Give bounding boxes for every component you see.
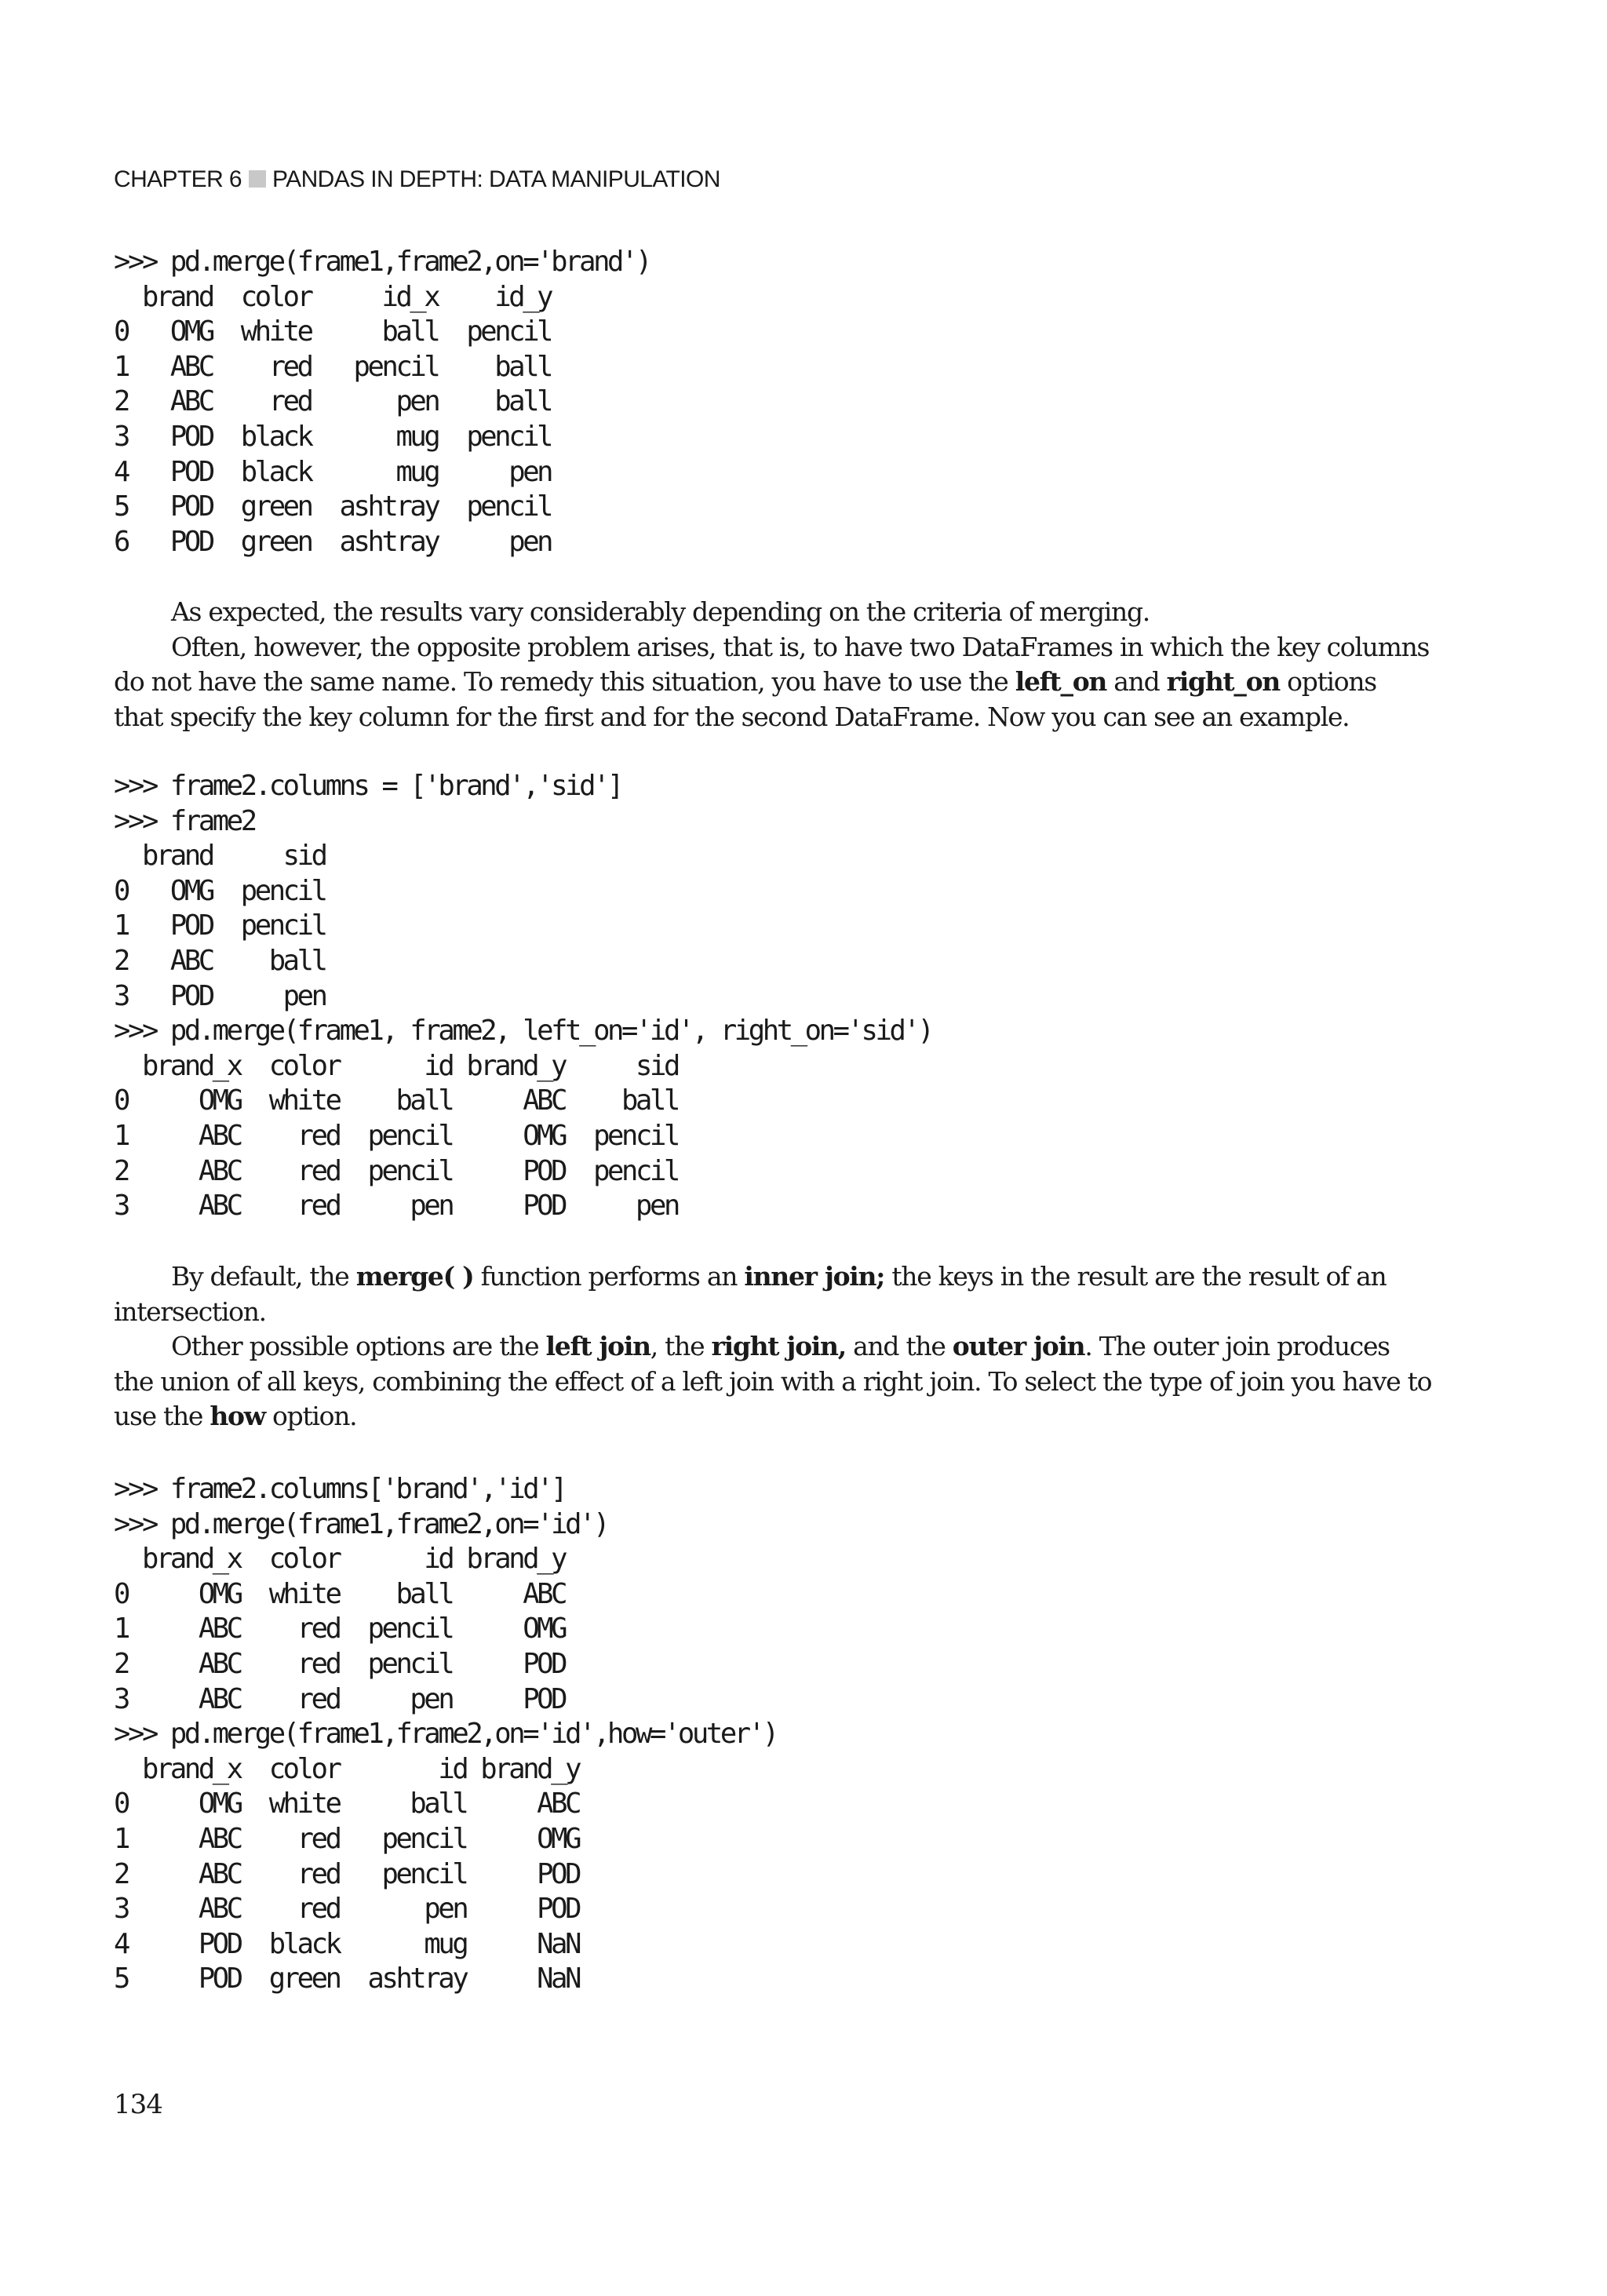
term-left-join: left join [545, 1331, 650, 1362]
term-left-on: left_on [1015, 666, 1107, 698]
code-line: 1 POD pencil [114, 909, 326, 942]
code-line: 3 POD black mug pencil [114, 420, 552, 453]
code-line: brand_x color id brand_y sid [114, 1049, 678, 1082]
code-line: 0 OMG white ball ABC [114, 1577, 566, 1610]
code-line: 3 ABC red pen POD [114, 1893, 580, 1926]
term-merge: merge( ) [355, 1261, 474, 1292]
code-line: 3 POD pen [114, 979, 326, 1012]
chapter-label: CHAPTER 6 [114, 166, 242, 192]
code-line: 6 POD green ashtray pen [114, 525, 552, 558]
code-line: brand_x color id brand_y [114, 1752, 580, 1785]
paragraph-group-1 [114, 595, 1432, 734]
code-line: brand color id_x id_y [114, 280, 552, 313]
code-line: 5 POD green ashtray pencil [114, 490, 552, 523]
code-line: 1 ABC red pencil ball [114, 350, 552, 383]
code-line: 2 ABC red pencil POD [114, 1857, 580, 1890]
paragraph-left-on-right-on: Often, however, the opposite problem arises, that is, to have two DataFrames in which the key columns do not have the same name. To remedy this situation, you have to use the left_on and right_on options that specify the key column for the first and for the second DataFrame. Now you can see an example. [114, 631, 1430, 732]
paragraph-inner-join: By default, the merge( ) function performs an inner join; the keys in the result are the result of an intersection. [114, 1261, 1387, 1327]
chapter-title: PANDAS IN DEPTH: DATA MANIPULATION [271, 166, 720, 192]
code-block-merge-on-id [114, 1472, 777, 1997]
code-line: >>> pd.merge(frame1, frame2, left_on='id', right_on='sid') [114, 1015, 932, 1048]
code-line: 2 ABC red pen ball [114, 385, 552, 418]
code-line: 1 ABC red pencil OMG pencil [114, 1119, 678, 1152]
code-block-merge-on-brand [114, 245, 650, 559]
paragraph-results-vary: As expected, the results vary considerably depending on the criteria of merging. [171, 596, 1150, 627]
code-line: 1 ABC red pencil OMG [114, 1613, 566, 1645]
code-line: 3 ABC red pen POD pen [114, 1190, 678, 1223]
code-block-left-on-right-on [114, 769, 931, 1224]
term-outer-join: outer join [952, 1331, 1085, 1362]
code-line: 0 OMG white ball pencil [114, 315, 552, 348]
code-line: 4 POD black mug pen [114, 455, 552, 488]
code-line: >>> frame2.columns = ['brand','sid'] [114, 770, 622, 802]
code-line: brand_x color id brand_y [114, 1543, 566, 1576]
term-right-on: right_on [1166, 666, 1280, 698]
code-line: 2 ABC ball [114, 944, 326, 977]
header-square-icon [249, 170, 266, 188]
paragraph-group-2 [114, 1259, 1432, 1434]
code-line: 4 POD black mug NaN [114, 1927, 580, 1960]
code-line: >>> pd.merge(frame1,frame2,on='id') [114, 1507, 608, 1540]
term-inner-join: inner join; [744, 1261, 885, 1292]
term-right-join: right join, [711, 1331, 846, 1362]
code-line: 2 ABC red pencil POD pencil [114, 1154, 678, 1187]
code-line: 3 ABC red pen POD [114, 1682, 566, 1715]
code-line: 0 OMG pencil [114, 874, 326, 907]
code-line: 0 OMG white ball ABC ball [114, 1084, 678, 1117]
paragraph-join-options: Other possible options are the left join, the right join, and the outer join. The outer join produces the union of all keys, combining the effect of a left join with a right join. To select the type of join you have to use the how option. [114, 1331, 1432, 1432]
code-line: 2 ABC red pencil POD [114, 1647, 566, 1680]
code-line: >>> pd.merge(frame1,frame2,on='id',how='outer') [114, 1718, 777, 1751]
code-line: 1 ABC red pencil OMG [114, 1822, 580, 1855]
code-line: 5 POD green ashtray NaN [114, 1963, 580, 1995]
code-line: brand sid [114, 840, 326, 873]
page-number: 134 [114, 2089, 162, 2120]
code-line: >>> frame2.columns['brand','id'] [114, 1473, 566, 1505]
term-how: how [210, 1401, 265, 1432]
code-line: >>> frame2 [114, 804, 255, 837]
code-line: >>> pd.merge(frame1,frame2,on='brand') [114, 246, 650, 278]
running-header [114, 166, 720, 193]
code-line: 0 OMG white ball ABC [114, 1788, 580, 1820]
